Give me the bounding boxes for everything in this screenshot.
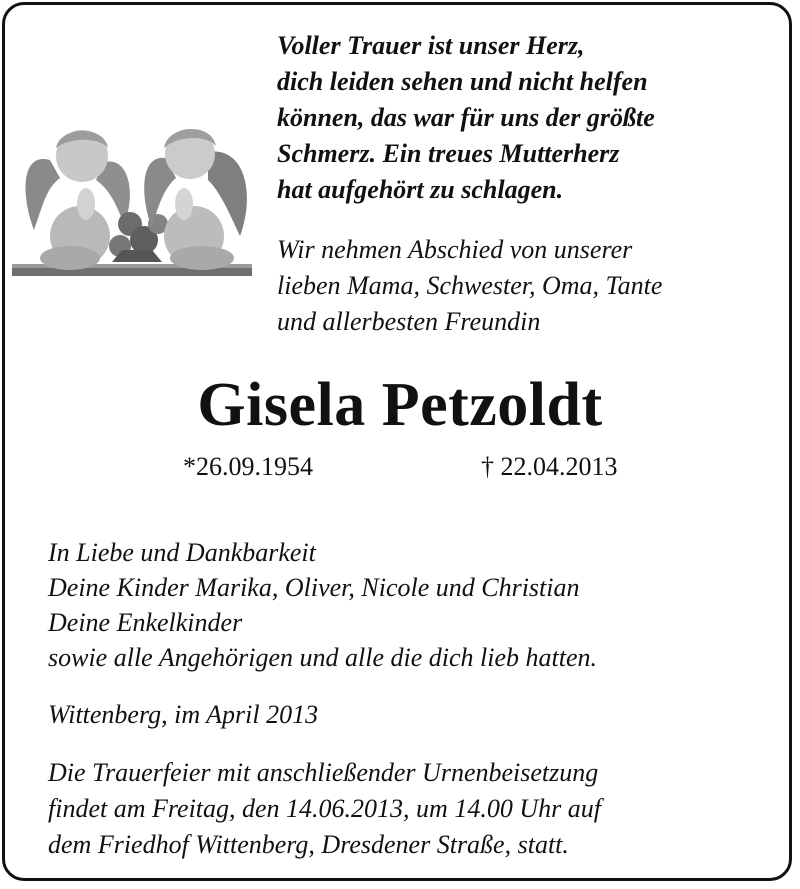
- family-line: sowie alle Angehörigen und alle die dich lieb hatten.: [48, 643, 598, 672]
- poem-line: können, das war für uns der größte: [277, 103, 655, 132]
- praying-angels-image: [12, 112, 256, 282]
- deceased-name: Gisela Petzoldt: [197, 371, 603, 439]
- funeral-info: [48, 755, 768, 863]
- family-line: Deine Kinder Marika, Oliver, Nicole und Christian: [48, 573, 580, 602]
- funeral-line: findet am Freitag, den 14.06.2013, um 14.00 Uhr auf: [48, 794, 601, 823]
- farewell-line: Wir nehmen Abschied von unserer: [277, 235, 633, 264]
- birth-date: *26.09.1954: [183, 452, 313, 481]
- poem-line: Schmerz. Ein treues Mutterherz: [277, 139, 620, 168]
- funeral-line: dem Friedhof Wittenberg, Dresdener Straße, statt.: [48, 830, 569, 859]
- poem-verse: [277, 28, 777, 208]
- family-signature: [48, 535, 768, 675]
- family-line: Deine Enkelkinder: [48, 608, 243, 637]
- farewell-line: und allerbesten Freundin: [277, 307, 541, 336]
- family-line: In Liebe und Dankbarkeit: [48, 538, 316, 567]
- farewell-line: lieben Mama, Schwester, Oma, Tante: [277, 271, 663, 300]
- farewell-text: [277, 232, 787, 340]
- funeral-line: Die Trauerfeier mit anschließender Urnenbeisetzung: [48, 758, 599, 787]
- poem-line: Voller Trauer ist unser Herz,: [277, 31, 585, 60]
- place-date: Wittenberg, im April 2013: [48, 700, 319, 729]
- poem-line: hat aufgehört zu schlagen.: [277, 175, 564, 204]
- poem-line: dich leiden sehen und nicht helfen: [277, 67, 648, 96]
- death-date: † 22.04.2013: [481, 452, 618, 481]
